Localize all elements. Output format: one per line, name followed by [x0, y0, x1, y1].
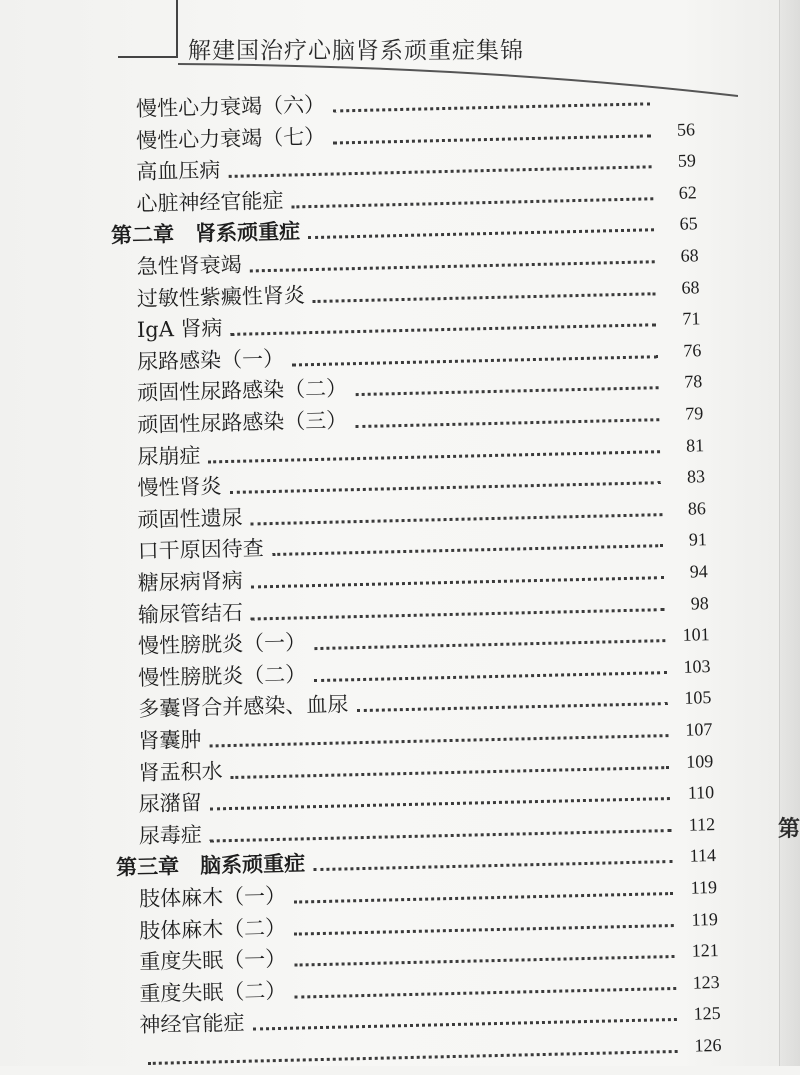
toc-entry-title: 心脏神经官能症 [136, 188, 284, 216]
toc-page-number: 119 [690, 877, 718, 898]
toc-page-number: 126 [694, 1034, 722, 1056]
toc-page-number: 121 [691, 940, 719, 961]
toc-page-number: 78 [684, 371, 703, 393]
toc-page-number: 83 [686, 466, 706, 487]
toc-entry-title: 顽固性遗尿 [137, 505, 243, 532]
toc-entry-title: 慢性心力衰竭（七） [135, 124, 326, 153]
toc-page-number: 98 [690, 592, 709, 614]
toc-dot-leader [148, 1050, 678, 1065]
toc-page-number: 81 [685, 434, 705, 456]
toc-entry-title: 过敏性紫癜性肾炎 [136, 282, 306, 311]
toc-entry-title: 顽固性尿路感染（二） [136, 376, 348, 406]
toc-page-number: 101 [682, 624, 710, 645]
toc-page-number: 105 [684, 687, 712, 709]
toc-page-number: 107 [685, 719, 713, 740]
toc-page-number: 110 [687, 782, 715, 803]
toc-page-number: 76 [683, 340, 702, 361]
running-header-title: 解建国治疗心脑肾系顽重症集锦 [188, 38, 524, 64]
toc-page-number: 109 [686, 750, 714, 772]
toc-entry-title: 肾囊肿 [138, 727, 202, 754]
toc-page-number: 65 [679, 213, 698, 235]
toc-entry-title: 肢体麻木（二） [138, 915, 287, 943]
toc-entry-title: 肢体麻木（一） [138, 883, 287, 912]
toc-page-number: 86 [687, 497, 707, 519]
toc-entry-title: 糖尿病肾病 [137, 568, 244, 596]
toc-page-number: 62 [678, 182, 697, 203]
toc-chapter-title: 第二章 肾系顽重症 [110, 219, 301, 248]
toc-entry-title: 急性肾衰竭 [136, 252, 242, 280]
toc-page-number: 79 [684, 403, 704, 424]
toc-page-number: 91 [688, 529, 708, 550]
toc-page-number: 59 [677, 150, 697, 171]
toc-page-number: 123 [692, 971, 720, 993]
toc-entry-title: 慢性肾炎 [137, 474, 222, 501]
toc-page-number: 114 [689, 845, 717, 867]
toc-entry-title: 慢性心力衰竭（六） [135, 92, 326, 121]
toc-entry-title: 重度失眠（一） [139, 946, 287, 975]
toc-chapter-title: 第三章 脑系顽重症 [115, 851, 306, 881]
toc-entry-title: 尿潴留 [138, 790, 202, 817]
toc-page-number: 68 [681, 276, 700, 298]
toc-page-number: 119 [691, 908, 719, 930]
toc-entry-title: 尿路感染（一） [136, 346, 285, 374]
toc-entry-title: 慢性膀胱炎（一） [137, 630, 307, 659]
toc-entry-title: 肾盂积水 [138, 758, 223, 785]
toc-entry-title: 顽固性尿路感染（三） [137, 408, 348, 438]
toc-page-number: 56 [676, 118, 696, 140]
toc-entry-title: 输尿管结石 [137, 600, 244, 627]
toc-entry-title: 慢性膀胱炎（二） [137, 662, 307, 690]
toc-entry-title: IgA 肾病 [136, 316, 223, 343]
toc-page-number: 94 [689, 561, 708, 582]
toc-entry-title: 重度失眠（二） [139, 978, 287, 1006]
toc-entry-title: 多囊肾合并感染、血尿 [138, 692, 349, 722]
facing-page-fragment: 第 [778, 816, 800, 842]
toc-page-number: 125 [693, 1003, 721, 1024]
toc-page-number: 71 [682, 308, 701, 329]
toc-entry-title: 高血压病 [136, 158, 221, 185]
toc-entry-title: 尿毒症 [138, 822, 203, 848]
toc-entry-title: 口干原因待查 [137, 536, 265, 564]
toc-page-number: 103 [683, 655, 711, 677]
toc-entry-title: 神经官能症 [139, 1011, 245, 1038]
toc-page-number: 68 [680, 245, 699, 266]
toc-entry-title: 尿崩症 [137, 443, 201, 469]
toc-page-number: 112 [688, 813, 716, 835]
